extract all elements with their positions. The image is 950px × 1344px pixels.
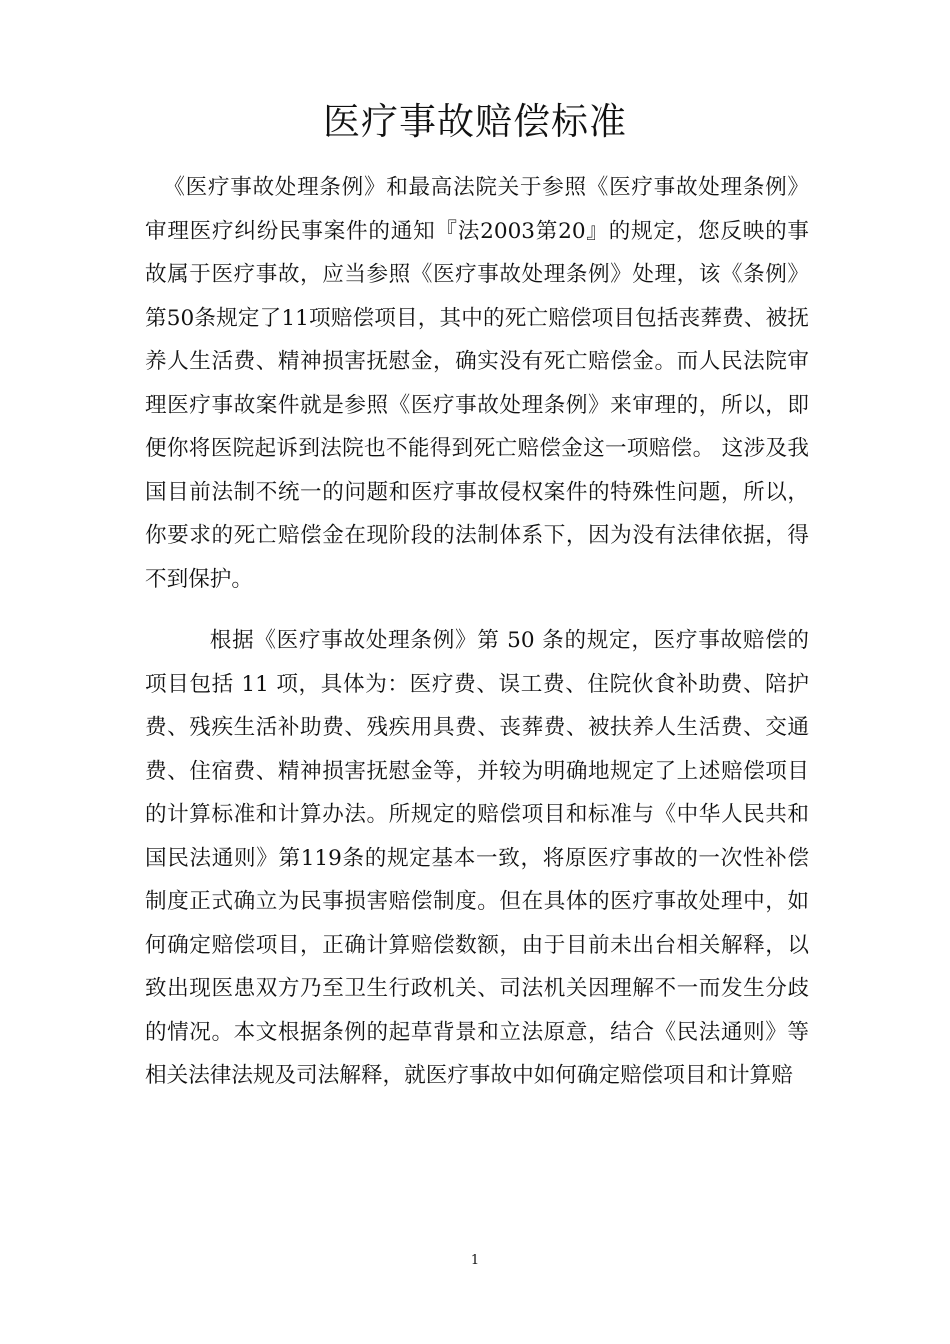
paragraph-2: 根据《医疗事故处理条例》第 50 条的规定，医疗事故赔偿的项目包括 11 项，具体为：医疗费、误工费、住院伙食补助费、陪护费、残疾生活补助费、残疾用具费、丧葬费、被扶养人生活费、交通费、住宿费、精神损害抚慰金等，并较为明确地规定了上述赔偿项目的计算标准和计算办法。所规定的赔偿项目和标准与《中华人民共和国民法通则》第119条的规定基本一致，将原医疗事故的一次性补偿制度正式确立为民事损害赔偿制度。但在具体的医疗事故处理中，如何确定赔偿项目，正确计算赔偿数额，由于目前未出台相关解释，以致出现医患双方乃至卫生行政机关、司法机关因理解不一而发生分歧的情况。本文根据条例的起草背景和立法原意，结合《民法通则》等相关法律法规及司法解释，就医疗事故中如何确定赔偿项目和计算赔 — [145, 628, 809, 1088]
paragraph-1: 《医疗事故处理条例》和最高法院关于参照《医疗事故处理条例》审理医疗纠纷民事案件的通知『法2003第20』的规定，您反映的事故属于医疗事故，应当参照《医疗事故处理条例》处理，该《条例》第50条规定了11项赔偿项目，其中的死亡赔偿项目包括丧葬费、被抚养人生活费、精神损害抚慰金，确实没有死亡赔偿金。而人民法院审理医疗事故案件就是参照《医疗事故处理条例》来审理的，所以，即便你将医院起诉到法院也不能得到死亡赔偿金这一项赔偿。 这涉及我国目前法制不统一的问题和医疗事故侵权案件的特殊性问题，所以，你要求的死亡赔偿金在现阶段的法制体系下，因为没有法律依据，得不到保护。 — [145, 175, 809, 592]
document-title: 医疗事故赔偿标准 — [323, 100, 627, 143]
document-body — [145, 166, 809, 1098]
page-number: 1 — [470, 1253, 480, 1268]
